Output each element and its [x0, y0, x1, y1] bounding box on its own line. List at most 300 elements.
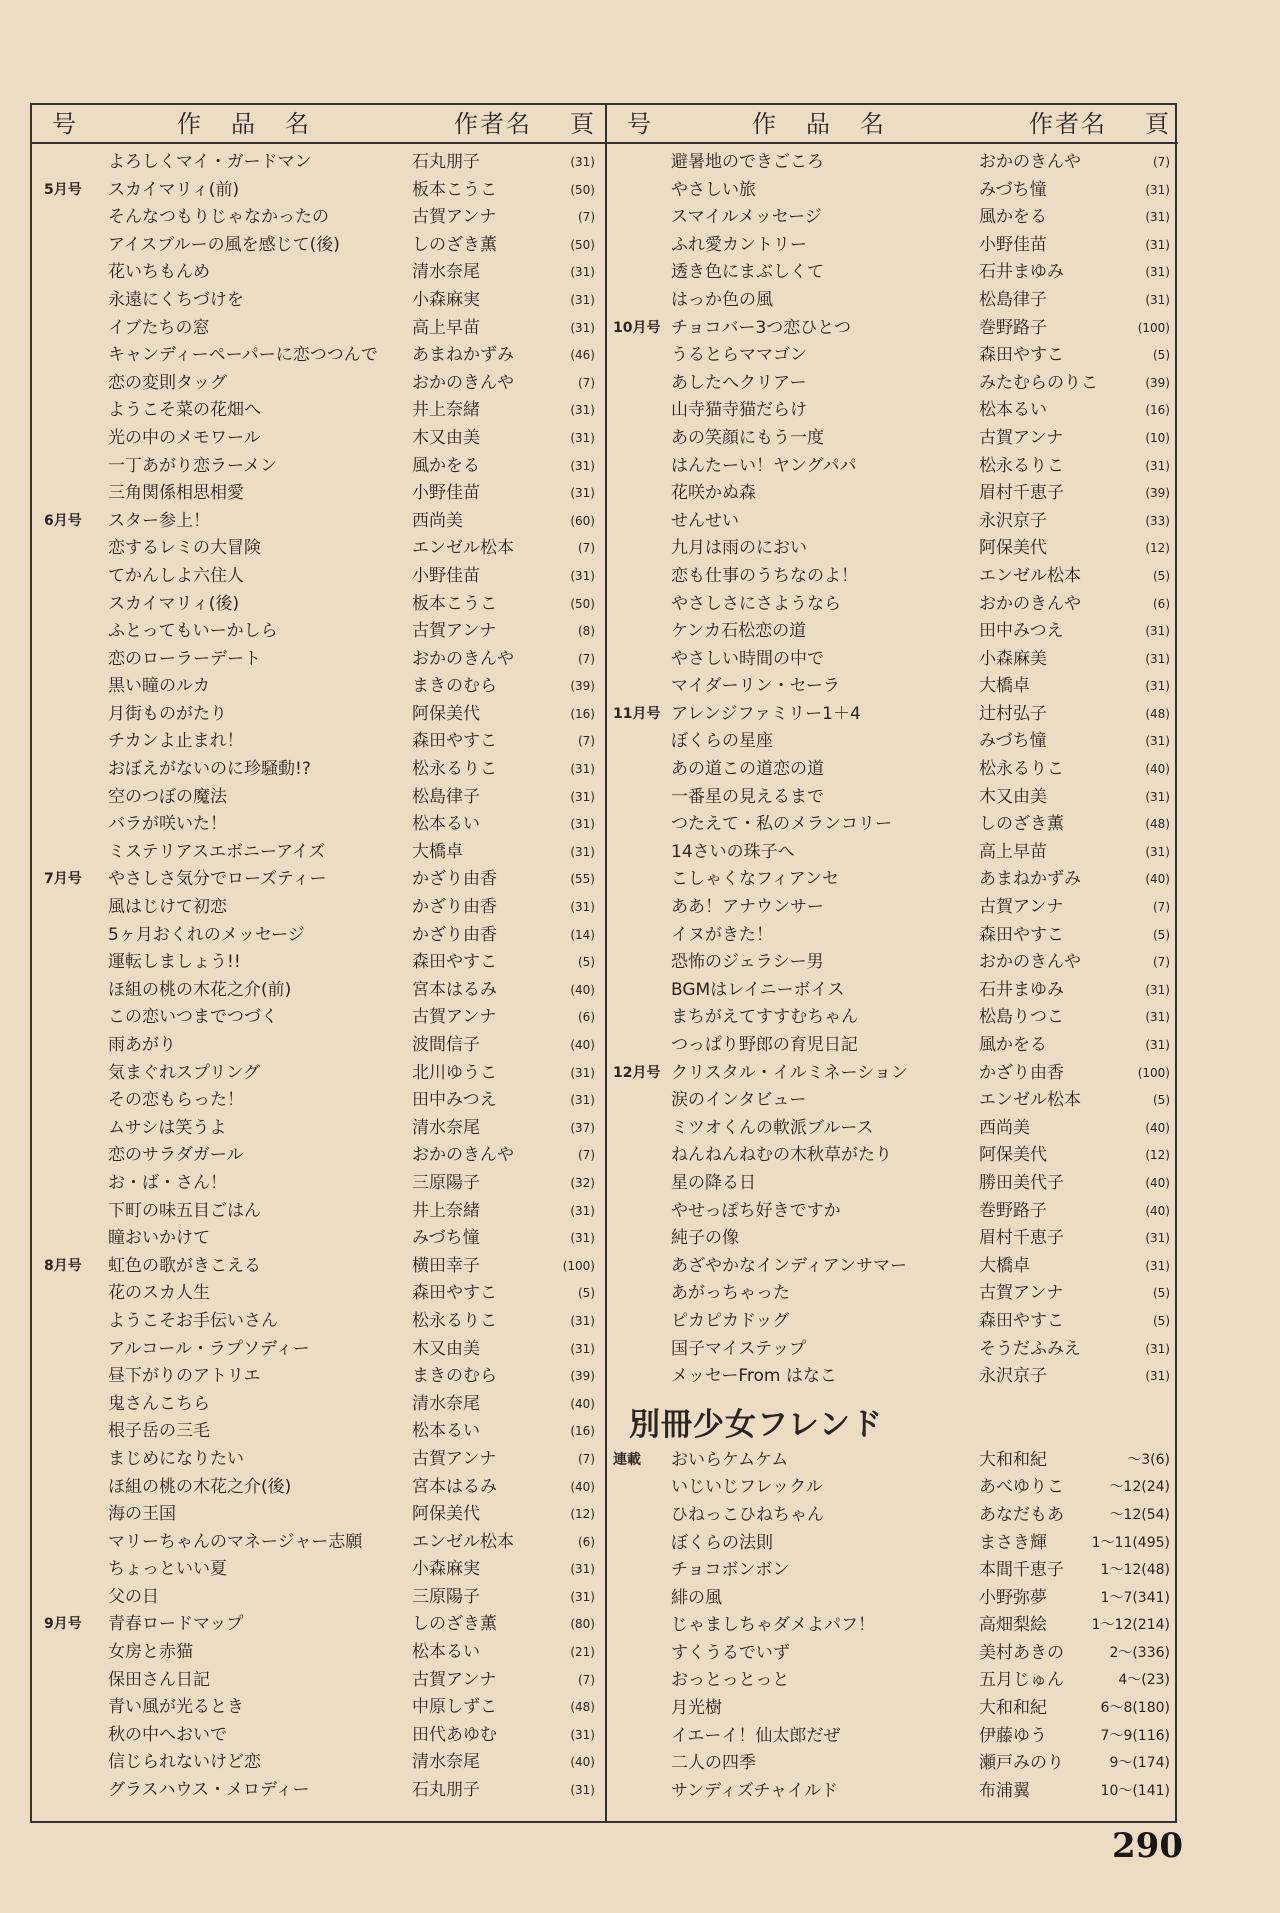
work-title: やせっぽち好きですか: [671, 1200, 841, 1221]
author-name: 小野佳苗: [412, 483, 480, 504]
author-name: 五月じゅん: [979, 1670, 1064, 1691]
author-name: 清水奈尾: [412, 262, 480, 283]
work-title: あがっちゃった: [671, 1283, 790, 1304]
page-ref: (39): [570, 1369, 595, 1384]
table-row: [607, 453, 1178, 481]
table-row: [607, 1557, 1178, 1585]
work-title: 避暑地のできごころ: [671, 152, 824, 172]
table-row: [607, 315, 1178, 343]
work-title: 山寺猫寺猫だらけ: [671, 400, 807, 421]
author-name: 古賀アンナ: [979, 897, 1064, 918]
table-row: [607, 1502, 1178, 1530]
table-row: [607, 1530, 1178, 1558]
table-row: [607, 728, 1178, 756]
work-title: ひねっこひねちゃん: [671, 1504, 824, 1525]
header-issue: 号: [52, 110, 76, 138]
author-name: 勝田美代子: [979, 1172, 1064, 1193]
table-row: [32, 1667, 605, 1695]
table-row: [32, 866, 605, 894]
work-title: 根子岳の三毛: [108, 1421, 210, 1442]
author-name: おかのきんや: [979, 593, 1081, 614]
work-title: サンディズチャイルド: [671, 1780, 838, 1801]
page-ref: (14): [570, 927, 595, 942]
work-title: 花咲かぬ森: [671, 483, 756, 504]
author-name: 西尚美: [979, 1117, 1030, 1138]
table-header: [32, 105, 605, 144]
work-title: スカイマリィ(前): [108, 179, 240, 200]
page-ref: (32): [570, 1175, 595, 1190]
table-row: [607, 480, 1178, 508]
issue-label: 6月号: [44, 512, 82, 529]
author-name: 井上奈緒: [412, 1200, 480, 1221]
page-ref: (16): [570, 706, 595, 721]
table-row: [32, 287, 605, 315]
work-title: グラスハウス・メロディー: [108, 1780, 310, 1801]
table-row: [32, 1060, 605, 1088]
page-ref: (31): [570, 900, 595, 915]
page-ref: ～12(24): [1109, 1479, 1170, 1496]
work-title: やさしさ気分でローズティー: [108, 869, 327, 890]
table-row: [32, 177, 605, 205]
table-row: [607, 839, 1178, 867]
author-name: 美村あきの: [979, 1642, 1064, 1663]
author-name: 大和和紀: [979, 1449, 1047, 1470]
work-title: 恐怖のジェラシー男: [671, 952, 824, 973]
table-row: [607, 259, 1178, 287]
work-title: すくうるでいず: [671, 1642, 790, 1663]
work-title: スカイマリィ(後): [108, 593, 240, 614]
work-title: 虹色の歌がきこえる: [108, 1255, 261, 1276]
author-name: 阿保美代: [979, 538, 1047, 559]
work-title: おぼえがないのに珍騒動!?: [108, 759, 311, 780]
work-title: おっとっとっと: [671, 1670, 790, 1691]
author-name: 永沢京子: [979, 510, 1047, 531]
author-name: 松島律子: [412, 786, 480, 807]
page-ref: (31): [1145, 182, 1170, 197]
table-row: [32, 1391, 605, 1419]
author-name: 波間信子: [412, 1035, 480, 1055]
issue-label: 7月号: [44, 871, 82, 888]
work-title: マイダーリン・セーラ: [671, 676, 840, 697]
author-name: 大橋卓: [412, 841, 463, 862]
table-row: [607, 618, 1178, 646]
table-row: [607, 1447, 1178, 1475]
table-row: [32, 1225, 605, 1253]
page-ref: (5): [1153, 1093, 1170, 1108]
left-rows: [32, 149, 605, 1805]
left-column: [32, 105, 605, 1821]
page-ref: (48): [1145, 817, 1170, 832]
table-row: [607, 922, 1178, 950]
work-title: 恋も仕事のうちなのよ！: [671, 565, 858, 586]
page-ref: (31): [570, 1093, 595, 1108]
page-ref: (7): [578, 375, 595, 390]
page-ref: 1～12(48): [1100, 1562, 1170, 1579]
table-row: [32, 1087, 605, 1115]
table-row: [32, 232, 605, 260]
table-row: [32, 1749, 605, 1777]
page-ref: (31): [1145, 679, 1170, 694]
author-name: 横田幸子: [412, 1255, 480, 1276]
table-row: [607, 1612, 1178, 1640]
table-row: [32, 1474, 605, 1502]
work-title: はっか色の風: [671, 289, 773, 310]
table-row: [607, 1198, 1178, 1226]
work-title: イエーイ！仙太郎だぜ: [671, 1725, 841, 1746]
author-name: みづち憧: [979, 731, 1047, 752]
page-ref: (40): [570, 1396, 595, 1411]
page-ref: 1～12(214): [1091, 1617, 1170, 1634]
work-title: いじいじフレックル: [671, 1477, 823, 1498]
right-rows: [607, 149, 1178, 1805]
page-ref: (31): [1145, 1258, 1170, 1273]
work-title: あの道この道恋の道: [671, 759, 824, 780]
page-ref: (31): [1145, 1038, 1170, 1052]
author-name: 松永るりこ: [412, 1310, 497, 1331]
section-heading: [607, 1391, 1178, 1447]
table-row: [32, 1336, 605, 1364]
work-title: ちょっといい夏: [108, 1559, 227, 1580]
page-ref: (46): [570, 348, 595, 363]
page-ref: (7): [1153, 900, 1170, 915]
author-name: みづち憧: [412, 1228, 480, 1249]
author-name: みたむらのりこ: [979, 372, 1098, 393]
table-row: [607, 1225, 1178, 1253]
page-ref: 2～(336): [1109, 1644, 1170, 1661]
page-ref: (31): [1145, 210, 1170, 225]
author-name: おかのきんや: [412, 1145, 514, 1166]
work-title: 青い風が光るとき: [108, 1697, 244, 1718]
work-title: ふれ愛カントリー: [671, 234, 807, 255]
author-name: そうだふみえ: [979, 1338, 1081, 1359]
author-name: 田代あゆむ: [412, 1724, 497, 1745]
page-ref: (7): [1153, 155, 1170, 169]
page-ref: ～3(6): [1127, 1451, 1170, 1468]
page-ref: (31): [1145, 844, 1170, 859]
table-row: [607, 1308, 1178, 1336]
page-ref: (5): [1153, 1286, 1170, 1301]
author-name: 古賀アンナ: [412, 1007, 497, 1028]
table-row: [607, 1474, 1178, 1502]
table-row: [607, 177, 1178, 205]
table-row: [607, 1032, 1178, 1060]
table-row: [32, 1611, 605, 1639]
author-name: まきのむら: [412, 676, 497, 697]
table-row: [607, 149, 1178, 177]
author-name: 辻村弘子: [979, 703, 1047, 724]
page-ref: (5): [1153, 568, 1170, 583]
author-name: 高上早苗: [979, 841, 1047, 862]
header-title: 作品名: [752, 110, 914, 138]
issue-label: 9月号: [44, 1616, 82, 1633]
table-row: [32, 591, 605, 619]
page-ref: (7): [578, 734, 595, 749]
page-ref: (60): [570, 513, 595, 528]
table-row: [32, 1529, 605, 1557]
page-ref: (5): [1153, 927, 1170, 942]
table-row: [32, 453, 605, 481]
page-ref: (31): [1145, 237, 1170, 252]
page-ref: (31): [570, 1313, 595, 1328]
work-title: 黒い瞳のルカ: [108, 676, 210, 697]
work-title: お・ば・さん！: [108, 1172, 227, 1193]
author-name: 巻野路子: [979, 1200, 1047, 1221]
page-ref: (31): [570, 1589, 595, 1604]
table-row: [607, 508, 1178, 536]
author-name: エンゼル松本: [412, 538, 514, 559]
author-name: 小野佳苗: [979, 234, 1047, 255]
table-row: [32, 646, 605, 674]
page-number: 290: [1112, 1826, 1183, 1866]
author-name: 伊藤ゆう: [979, 1725, 1047, 1746]
author-name: エンゼル松本: [979, 565, 1081, 586]
work-title: ふとってもいーかしら: [108, 621, 278, 642]
work-title: 国子マイステップ: [671, 1338, 807, 1359]
page-ref: (16): [1145, 403, 1170, 418]
page-ref: 1～7(341): [1100, 1589, 1170, 1606]
author-name: あべゆりこ: [979, 1477, 1064, 1498]
work-title: 純子の像: [671, 1228, 739, 1249]
work-title: 秋の中へおいで: [108, 1724, 227, 1745]
work-title: イヌがきた！: [671, 924, 773, 945]
table-row: [607, 204, 1178, 232]
author-name: おかのきんや: [412, 648, 514, 669]
author-name: 瀬戸みのり: [979, 1753, 1064, 1774]
table-row: [32, 315, 605, 343]
page-ref: (31): [1145, 1369, 1170, 1384]
work-title: 一番星の見えるまで: [671, 786, 824, 807]
author-name: 大橋卓: [979, 1255, 1030, 1276]
work-title: そんなつもりじゃなかったの: [108, 207, 329, 228]
work-title: ぼくらの星座: [671, 731, 773, 752]
work-title: 九月は雨のにおい: [671, 538, 807, 559]
work-title: 二人の四季: [671, 1753, 756, 1774]
work-title: あしたへクリアー: [671, 372, 807, 393]
author-name: しのざき薫: [412, 234, 497, 255]
author-name: 松島りつこ: [979, 1007, 1064, 1028]
table-row: [32, 1253, 605, 1281]
work-title: やさしい時間の中で: [671, 648, 824, 669]
author-name: 松永るりこ: [979, 455, 1064, 476]
page-ref: (50): [570, 182, 595, 197]
author-name: 小森麻美: [979, 648, 1047, 669]
work-title: 恋のサラダガール: [108, 1145, 244, 1166]
table-row: [607, 591, 1178, 619]
table-row: [607, 232, 1178, 260]
author-name: おかのきんや: [412, 372, 514, 393]
author-name: 小野佳苗: [412, 565, 480, 586]
work-title: チョコボンボン: [671, 1560, 790, 1581]
page-ref: (39): [1145, 375, 1170, 390]
work-title: 女房と赤猫: [108, 1642, 193, 1663]
work-title: アイスブルーの風を感じて(後): [108, 234, 340, 255]
work-title: 信じられないけど恋: [108, 1752, 261, 1773]
author-name: 清水奈尾: [412, 1393, 480, 1414]
page-ref: 10～(141): [1100, 1782, 1170, 1799]
table-row: [607, 977, 1178, 1005]
author-name: 風かをる: [979, 207, 1047, 228]
page-ref: (31): [1145, 624, 1170, 639]
work-title: ねんねんねむの木秋草がたり: [671, 1145, 892, 1166]
table-row: [32, 784, 605, 812]
table-row: [32, 756, 605, 784]
table-row: [32, 1363, 605, 1391]
page-ref: (31): [1145, 292, 1170, 307]
table-row: [607, 287, 1178, 315]
work-title: 昼下がりのアトリエ: [108, 1366, 261, 1387]
page-ref: (5): [578, 955, 595, 970]
page-ref: (7): [578, 1451, 595, 1466]
author-name: まきのむら: [412, 1366, 497, 1387]
author-name: 三原陽子: [412, 1172, 480, 1193]
page-ref: (40): [1145, 872, 1170, 887]
work-title: 風はじけて初恋: [108, 897, 227, 918]
work-title: 月街ものがたり: [108, 703, 227, 724]
page-ref: (31): [570, 1065, 595, 1080]
work-title: じゃましちゃダメよパフ！: [671, 1615, 875, 1636]
author-name: 松本るい: [412, 814, 480, 835]
table-row: [32, 1032, 605, 1060]
page-ref: (31): [570, 789, 595, 804]
author-name: 眉村千恵子: [979, 483, 1064, 504]
work-title: 運転しましょう!!: [108, 952, 241, 973]
author-name: 板本こうこ: [412, 179, 497, 200]
author-name: 森田やすこ: [412, 1283, 497, 1304]
author-name: 田中みつえ: [979, 621, 1064, 642]
table-row: [607, 1667, 1178, 1695]
author-name: 阿保美代: [412, 1504, 480, 1525]
table-row: [607, 1087, 1178, 1115]
author-name: 井上奈緒: [412, 400, 480, 421]
page-ref: 9～(174): [1109, 1755, 1170, 1772]
work-title: 瞳おいかけて: [108, 1228, 210, 1249]
author-name: あまねかずみ: [412, 345, 514, 366]
author-name: 森田やすこ: [979, 345, 1064, 366]
page-ref: (5): [578, 1286, 595, 1301]
page-ref: (40): [1145, 1175, 1170, 1190]
work-title: アレンジファミリー1＋4: [671, 703, 861, 724]
work-title: ようこそお手伝いさん: [108, 1310, 278, 1331]
table-row: [607, 784, 1178, 812]
index-table: [30, 103, 1177, 1823]
table-row: [32, 1501, 605, 1529]
author-name: しのざき薫: [412, 1614, 497, 1635]
page-ref: (31): [570, 817, 595, 832]
work-title: 星の降る日: [671, 1172, 756, 1193]
author-name: 石井まゆみ: [979, 979, 1064, 1000]
right-list: [607, 149, 1178, 1391]
author-name: 小野弥夢: [979, 1587, 1047, 1608]
table-row: [32, 811, 605, 839]
work-title: 三角関係相思相愛: [108, 483, 244, 504]
table-row: [32, 673, 605, 701]
bessatsu-title: 別冊少女フレンド: [629, 1406, 883, 1443]
page-ref: (7): [578, 1148, 595, 1163]
page-ref: (12): [1145, 541, 1170, 556]
work-title: スマイルメッセージ: [671, 207, 822, 228]
author-name: 阿保美代: [979, 1145, 1047, 1166]
table-row: [607, 1363, 1178, 1391]
work-title: BGMはレイニーボイス: [671, 979, 845, 1000]
header-author: 作者名: [1029, 110, 1107, 138]
work-title: ミツオくんの軟派ブルース: [671, 1117, 874, 1138]
page-ref: (31): [570, 320, 595, 335]
page-ref: (40): [570, 1755, 595, 1770]
page-ref: (31): [570, 486, 595, 501]
work-title: 一丁あがり恋ラーメン: [108, 455, 278, 476]
page-ref: (31): [570, 1562, 595, 1577]
page-ref: (31): [1145, 458, 1170, 473]
work-title: ようこそ菜の花畑へ: [108, 400, 261, 421]
work-title: 緋の風: [671, 1587, 722, 1608]
table-row: [607, 425, 1178, 453]
table-row: [607, 811, 1178, 839]
work-title: 涙のインタビュー: [671, 1090, 807, 1111]
author-name: 松永るりこ: [979, 759, 1064, 780]
page-ref: (7): [578, 1672, 595, 1687]
work-title: あの笑顔にもう一度: [671, 427, 824, 448]
table-row: [607, 535, 1178, 563]
table-row: [607, 563, 1178, 591]
table-row: [32, 1777, 605, 1805]
page-ref: (31): [570, 458, 595, 473]
work-title: ムサシは笑うよ: [108, 1117, 227, 1138]
table-row: [32, 1556, 605, 1584]
page-ref: (6): [578, 1010, 595, 1025]
table-row: [32, 1170, 605, 1198]
work-title: うるとらママゴン: [671, 345, 807, 366]
page-ref: (7): [1153, 955, 1170, 970]
table-row: [32, 397, 605, 425]
page-ref: (31): [1145, 1231, 1170, 1246]
work-title: キャンディーペーパーに恋つつんで: [108, 345, 378, 366]
work-title: 雨あがり: [108, 1035, 176, 1055]
page-ref: (5): [1153, 1313, 1170, 1328]
table-row: [32, 1198, 605, 1226]
page-ref: (40): [1145, 1120, 1170, 1135]
page-ref: (31): [570, 430, 595, 445]
work-title: 恋のローラーデート: [108, 648, 261, 669]
author-name: 清水奈尾: [412, 1117, 480, 1138]
table-row: [32, 922, 605, 950]
table-row: [32, 342, 605, 370]
table-row: [607, 701, 1178, 729]
page-ref: (10): [1145, 430, 1170, 445]
table-row: [32, 370, 605, 398]
author-name: 古賀アンナ: [979, 427, 1064, 448]
issue-label: 10月号: [613, 319, 661, 336]
table-row: [32, 701, 605, 729]
author-name: 古賀アンナ: [412, 1448, 497, 1469]
table-row: [607, 1723, 1178, 1751]
work-title: この恋いつまでつづく: [108, 1007, 278, 1028]
author-name: 森田やすこ: [979, 924, 1064, 945]
author-name: かざり由香: [412, 897, 497, 918]
table-row: [32, 728, 605, 756]
work-title: ぼくらの法則: [671, 1532, 773, 1553]
page-ref: 6～8(180): [1100, 1700, 1170, 1717]
header-issue: 号: [627, 110, 651, 138]
table-row: [607, 1336, 1178, 1364]
page-ref: (31): [1145, 1341, 1170, 1356]
table-row: [32, 149, 605, 177]
work-title: 保田さん日記: [108, 1669, 210, 1690]
author-name: 古賀アンナ: [412, 207, 497, 228]
work-title: つたえて・私のメランコリー: [671, 814, 892, 835]
table-row: [32, 480, 605, 508]
author-name: 小森麻実: [412, 289, 480, 310]
header-page: 頁: [570, 110, 594, 138]
